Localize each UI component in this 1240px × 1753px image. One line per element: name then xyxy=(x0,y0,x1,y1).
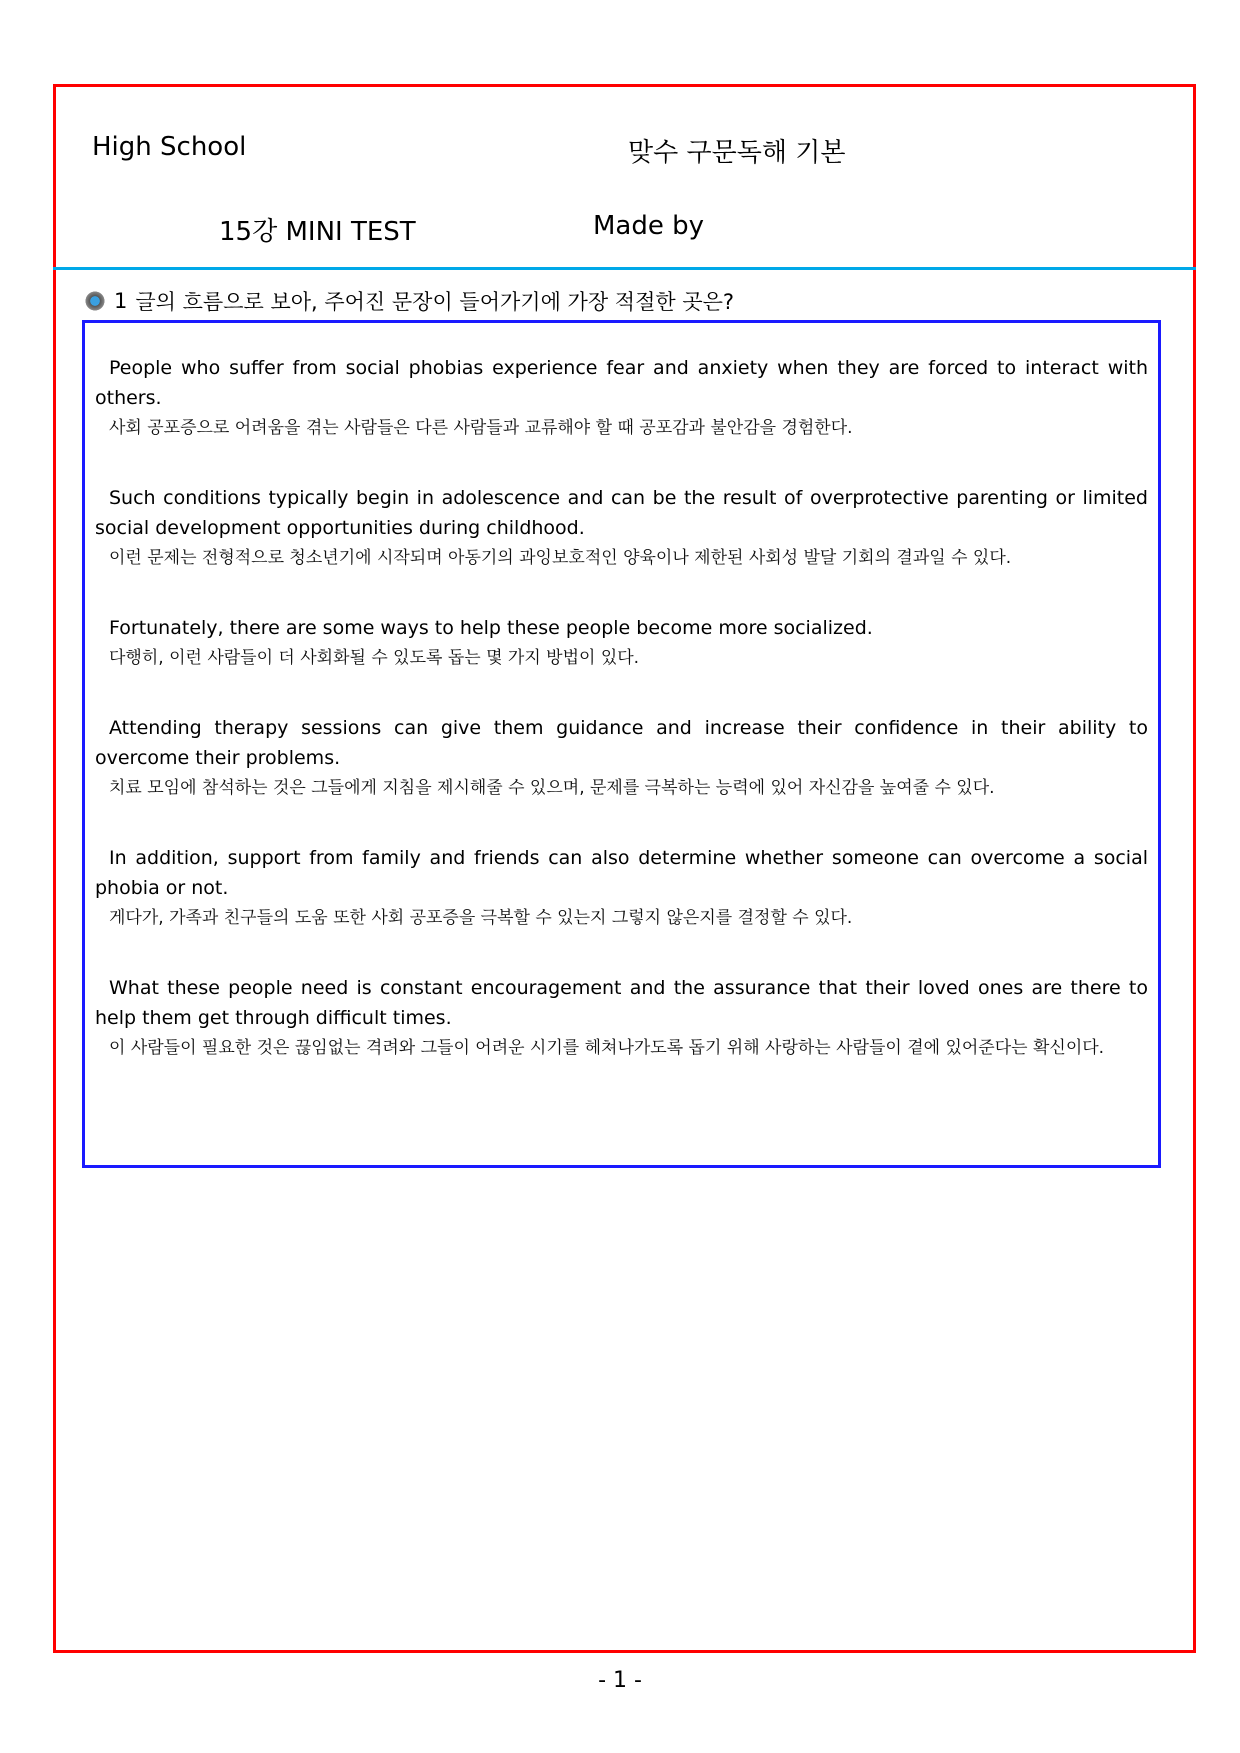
sentence-ko: 이 사람들이 필요한 것은 끊임없는 격려와 그들이 어려운 시기를 헤쳐나가도록 돕기 위해 사랑하는 사람들이 곁에 있어준다는 확신이다. xyxy=(109,1038,1105,1058)
passage-box xyxy=(82,320,1161,1168)
sentence-en: People who suffer from social phobias experience fear and anxiety when they are forced to interact with others. xyxy=(95,357,1148,409)
school-level: High School xyxy=(92,132,247,162)
sentence-ko: 치료 모임에 참석하는 것은 그들에게 지침을 제시해줄 수 있으며, 문제를 극복하는 능력에 있어 자신감을 높여줄 수 있다. xyxy=(109,778,995,798)
sentence-en: What these people need is constant encouragement and the assurance that their loved ones are there to help them get through difficult times. xyxy=(95,977,1148,1029)
sentence-ko: 게다가, 가족과 친구들의 도움 또한 사회 공포증을 극복할 수 있는지 그렇지 않은지를 결정할 수 있다. xyxy=(109,908,853,928)
sentence-en: In addition, support from family and friends can also determine whether someone can overcome a social phobia or not. xyxy=(95,847,1148,899)
gear-icon xyxy=(84,290,106,312)
question-text: 글의 흐름으로 보아, 주어진 문장이 들어가기에 가장 적절한 곳은? xyxy=(135,290,735,314)
sentence-en: Attending therapy sessions can give them guidance and increase their confidence in their ability to overcome their problems. xyxy=(95,717,1148,769)
sentence-ko: 다행히, 이런 사람들이 더 사회화될 수 있도록 돕는 몇 가지 방법이 있다. xyxy=(109,648,640,668)
sentence-ko: 사회 공포증으로 어려움을 겪는 사람들은 다른 사람들과 교류해야 할 때 공포감과 불안감을 경험한다. xyxy=(109,418,853,438)
page-number: - 1 - xyxy=(598,1668,642,1693)
question-number: 1 xyxy=(114,289,128,313)
sentence-en: Such conditions typically begin in adolescence and can be the result of overprotective parenting or limited social development opportunities during childhood. xyxy=(95,487,1148,539)
sentence-en: Fortunately, there are some ways to help these people become more socialized. xyxy=(109,617,873,639)
sentence-ko: 이런 문제는 전형적으로 청소년기에 시작되며 아동기의 과잉보호적인 양육이나 제한된 사회성 발달 기회의 결과일 수 있다. xyxy=(109,548,1012,568)
book-title: 맞수 구문독해 기본 xyxy=(628,138,846,168)
made-by: Made by xyxy=(593,211,705,241)
lesson-title: 15강 MINI TEST xyxy=(219,217,416,247)
header-divider xyxy=(53,267,1196,270)
question-title xyxy=(84,286,734,316)
